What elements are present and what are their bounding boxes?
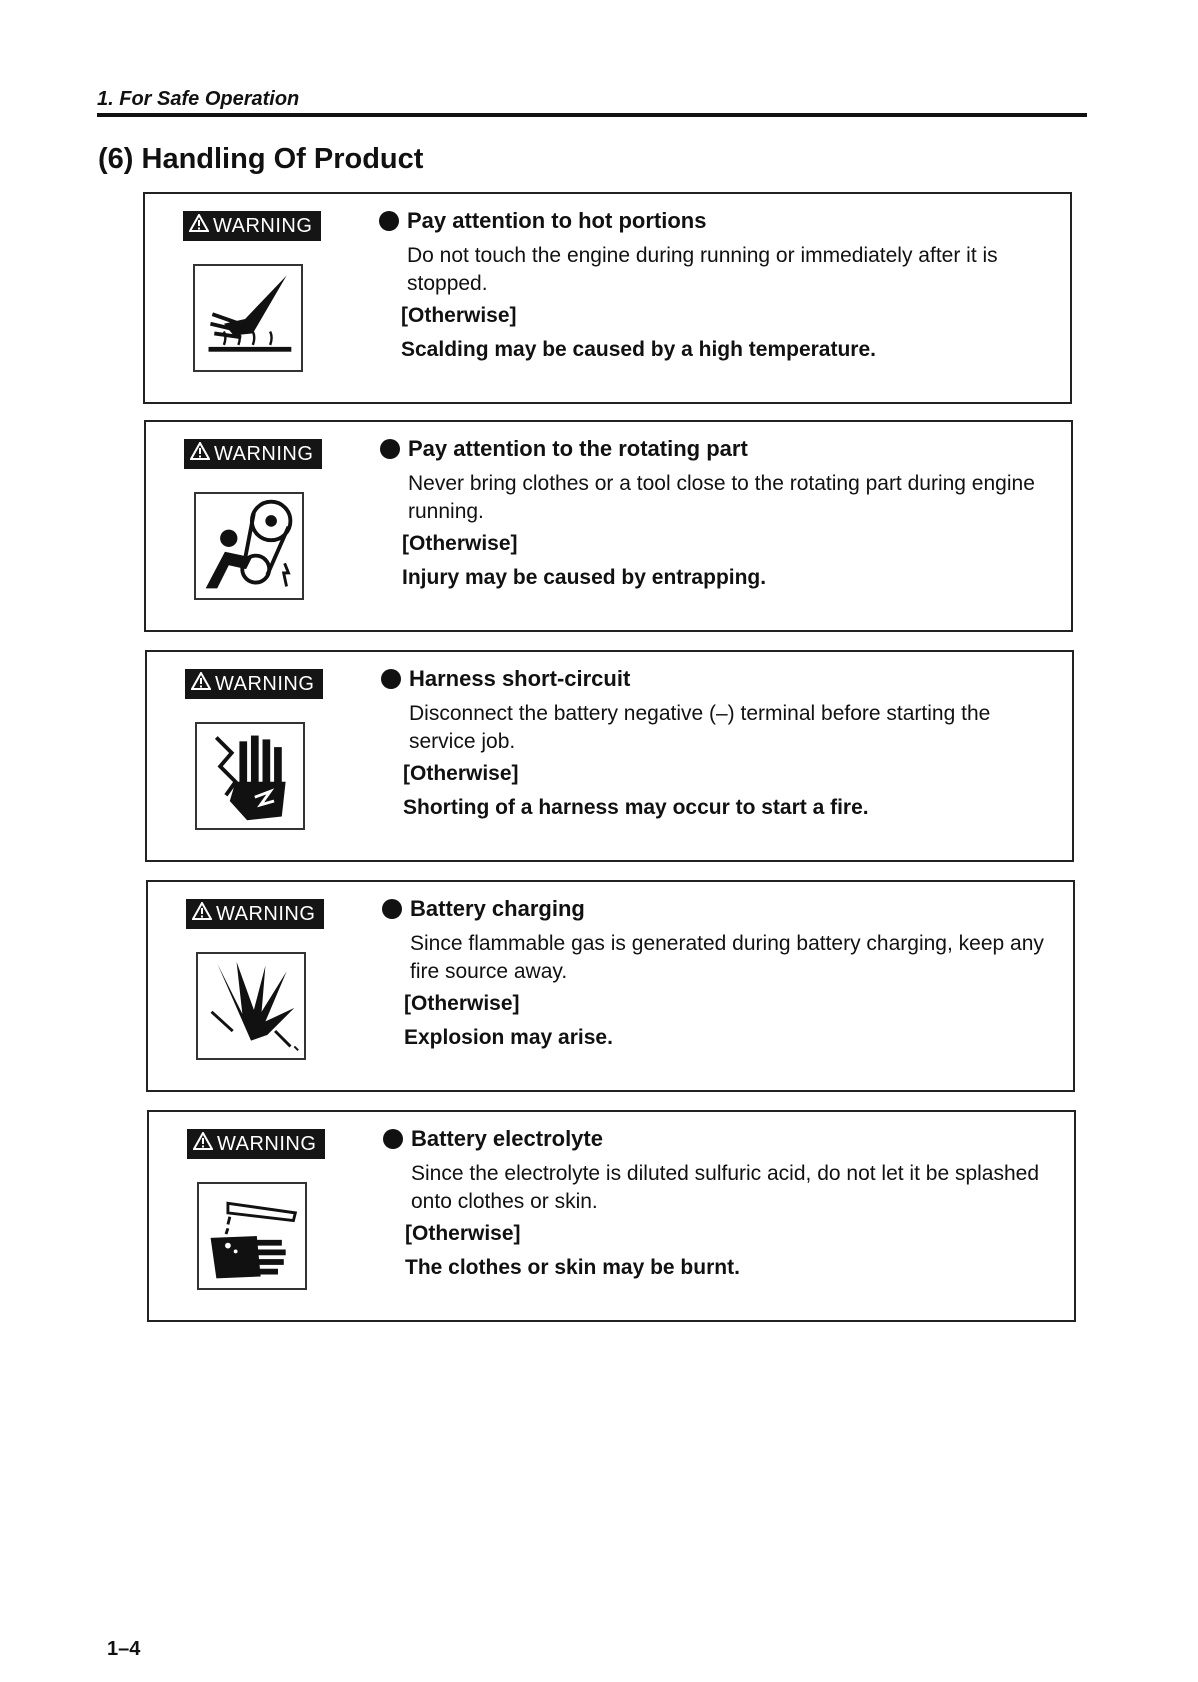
otherwise-label: [Otherwise] xyxy=(403,762,519,785)
warning-triangle-icon xyxy=(192,902,212,926)
warning-label: WARNING xyxy=(217,1132,317,1155)
section-title: (6) Handling Of Product xyxy=(98,143,424,175)
warning-badge xyxy=(184,439,322,469)
warning-title xyxy=(383,1126,1054,1152)
otherwise-label: [Otherwise] xyxy=(405,1222,521,1245)
warning-title-text: Pay attention to the rotating part xyxy=(408,436,748,461)
bullet-icon xyxy=(380,439,400,459)
otherwise-label: [Otherwise] xyxy=(401,304,517,327)
warning-content xyxy=(379,208,1050,362)
warning-badge xyxy=(187,1129,325,1159)
warning-consequence: Scalding may be caused by a high temperature. xyxy=(401,338,876,361)
explosion-icon xyxy=(196,952,306,1060)
warning-consequence: Injury may be caused by entrapping. xyxy=(402,566,767,589)
warning-title xyxy=(379,208,1050,234)
warning-badge xyxy=(183,211,321,241)
bullet-icon xyxy=(382,899,402,919)
bullet-icon xyxy=(379,211,399,231)
warning-label: WARNING xyxy=(215,672,315,695)
warning-description: Since flammable gas is generated during battery charging, keep any fire source away. xyxy=(410,932,1044,983)
warning-triangle-icon xyxy=(190,442,210,466)
warning-triangle-icon xyxy=(193,1132,213,1156)
warning-box xyxy=(146,880,1075,1092)
warning-label: WARNING xyxy=(213,214,313,237)
warning-consequence: Explosion may arise. xyxy=(404,1026,613,1049)
corrosive-acid-hand-icon xyxy=(197,1182,307,1290)
warning-triangle-icon xyxy=(189,214,209,238)
warning-box xyxy=(143,192,1072,404)
warning-badge xyxy=(185,669,323,699)
warning-content xyxy=(381,666,1052,820)
hot-surface-hand-icon xyxy=(193,264,303,372)
warning-description: Never bring clothes or a tool close to the rotating part during engine running. xyxy=(408,472,1035,523)
electric-shock-hand-icon xyxy=(195,722,305,830)
warning-description: Since the electrolyte is diluted sulfuric acid, do not let it be splashed onto clothes or skin. xyxy=(411,1162,1040,1213)
header-rule xyxy=(97,87,1087,117)
warning-box xyxy=(144,420,1073,632)
bullet-icon xyxy=(381,669,401,689)
warning-title xyxy=(382,896,1053,922)
warning-box xyxy=(145,650,1074,862)
warning-title xyxy=(380,436,1051,462)
warning-content xyxy=(380,436,1051,590)
warning-triangle-icon xyxy=(191,672,211,696)
running-header: 1. For Safe Operation xyxy=(97,88,300,110)
warning-consequence: Shorting of a harness may occur to start a fire. xyxy=(403,796,869,819)
warning-consequence: The clothes or skin may be burnt. xyxy=(405,1256,740,1279)
warning-content xyxy=(383,1126,1054,1280)
warning-title xyxy=(381,666,1052,692)
warning-badge xyxy=(186,899,324,929)
warning-title-text: Pay attention to hot portions xyxy=(407,208,707,233)
warning-title-text: Battery electrolyte xyxy=(411,1126,603,1151)
bullet-icon xyxy=(383,1129,403,1149)
warning-label: WARNING xyxy=(216,902,316,925)
warning-content xyxy=(382,896,1053,1050)
warning-label: WARNING xyxy=(214,442,314,465)
otherwise-label: [Otherwise] xyxy=(404,992,520,1015)
rotating-part-entanglement-icon xyxy=(194,492,304,600)
warning-box xyxy=(147,1110,1076,1322)
otherwise-label: [Otherwise] xyxy=(402,532,518,555)
warning-description: Do not touch the engine during running or immediately after it is stopped. xyxy=(407,244,998,295)
page-number: 1–4 xyxy=(107,1638,141,1660)
warning-description: Disconnect the battery negative (–) terminal before starting the service job. xyxy=(409,702,991,753)
warning-title-text: Harness short-circuit xyxy=(409,666,631,691)
warning-title-text: Battery charging xyxy=(410,896,585,921)
